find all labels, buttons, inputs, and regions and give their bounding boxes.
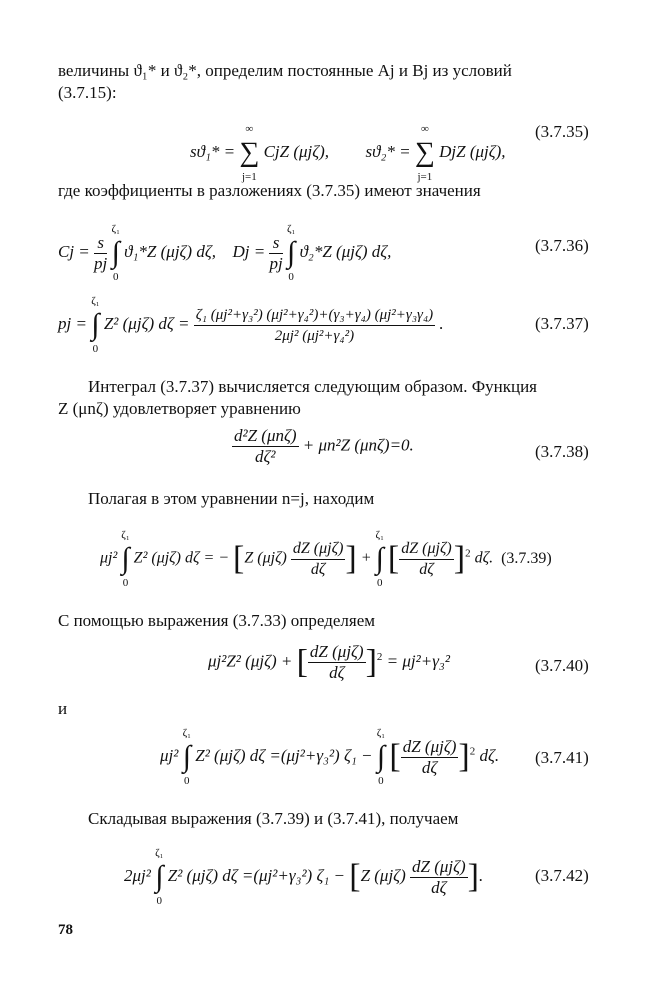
- paragraph-line: Полагая в этом уравнении n=j, находим: [88, 489, 375, 508]
- equation-3-7-42: 2μj² ζ₁ ∫ 0 Z² (μjζ) dζ =(μj²+γ₃²) ζ₁ − [Z (μjζ) $\frac{\text{dZ (μjζ)}}{d\zeta}$ ].: [124, 847, 484, 907]
- paragraph-line: и: [58, 699, 68, 718]
- equation-number: (3.7.41): [535, 748, 589, 767]
- paragraph-line: (3.7.15):: [58, 83, 117, 102]
- equation-number: (3.7.37): [535, 314, 589, 333]
- equation-number: (3.7.35): [535, 122, 589, 141]
- paragraph-line: Интеграл (3.7.37) вычисляется следующим образом. Функция: [88, 377, 538, 396]
- paragraph-line: Складывая выражения (3.7.39) и (3.7.41), получаем: [88, 809, 459, 828]
- equation-3-7-39: μj² ζ₁ ∫ 0 Z² (μjζ) dζ = − [Z (μjζ) $\frac{\text{dZ (μjζ)}}{d\zeta}$ ] + ζ₁ ∫ 0 [ $\frac{\text{dZ (μjζ)}}{d\zeta}$ ]$^2$ dζ. (3.7.39): [100, 529, 552, 589]
- paragraph-line: величины ϑ₁* и ϑ₂*, определим постоянные Aj и Bj из условий: [58, 61, 512, 80]
- paragraph-line: С помощью выражения (3.7.33) определяем: [58, 611, 376, 630]
- equation-3-7-40: μj²Z² (μjζ) + [ $\frac{\text{dZ (μjζ)}}{d\zeta}$ ]$^2$ = μj²+γ₃²: [208, 642, 450, 682]
- equation-3-7-37: pj = ζ₁ ∫ 0 Z² (μjζ) dζ = $\frac{\text{ζ₁ (μj²+γ₃²) (μj²+γ₄²)+(γ₃+γ₄) (μj²+γ₃γ₄)}}{\text{2μj² (μj²+γ₄²)}}$ .: [58, 295, 444, 355]
- paragraph-line: где коэффициенты в разложениях (3.7.35) имеют значения: [58, 181, 481, 200]
- equation-3-7-35: sϑ₁* = ∞ ∑ j=1 CjZ (μjζ), sϑ₂* = ∞ ∑ j=1 DjZ (μjζ),: [190, 123, 506, 183]
- equation-number: (3.7.39): [501, 549, 552, 567]
- equation-3-7-36: Cj = $\frac{s}{pj}$ ζ₁ ∫ 0 ϑ₁*Z (μjζ) dζ, Dj = $\frac{s}{pj}$ ζ₁ ∫ 0 ϑ₂*Z (μjζ) dζ,: [58, 223, 392, 283]
- equation-number: (3.7.42): [535, 866, 589, 885]
- equation-3-7-38: $\frac{\text{d²Z (μnζ)}}{\text{dζ²}}$ + μn²Z (μnζ)=0.: [234, 426, 414, 466]
- equation-number: (3.7.36): [535, 236, 589, 255]
- equation-3-7-41: μj² ζ₁ ∫ 0 Z² (μjζ) dζ =(μj²+γ₃²) ζ₁ − ζ₁ ∫ 0 [ $\frac{\text{dZ (μjζ)}}{d\zeta}$ ]$^2$ dζ.: [160, 727, 500, 787]
- equation-number: (3.7.40): [535, 656, 589, 675]
- paragraph-line: Z (μnζ) удовлетворяет уравнению: [58, 399, 301, 418]
- page-number: 78: [58, 922, 73, 938]
- equation-number: (3.7.38): [535, 442, 589, 461]
